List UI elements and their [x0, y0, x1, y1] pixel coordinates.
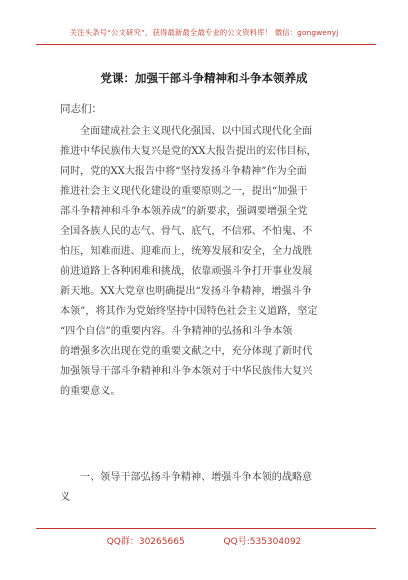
paragraph-line: 加强领导干部斗争精神和斗争本领对于中华民族伟大复兴	[60, 366, 313, 377]
body-paragraph	[60, 122, 360, 402]
footer-qq-group: QQ群：30265665	[106, 537, 185, 547]
greeting: 同志们：	[60, 103, 102, 115]
paragraph-line: 同时，党的XX大报告中将“坚持发扬斗争精神”作为全面	[60, 166, 307, 177]
paragraph-line: 推进社会主义现代化建设的重要原则之一，提出“加强干	[60, 186, 308, 197]
paragraph-line: 推进中华民族伟大复兴是党的XX大报告提出的宏伟目标，	[60, 146, 317, 157]
footer-qq-number: QQ号:535304092	[223, 537, 302, 547]
footer	[0, 534, 408, 547]
header-banner: 关注头条号“公文研究”，获得最新最全最专业的公文资料库！ 微信：gongwenyj	[69, 28, 339, 37]
document-title: 党课：加强干部斗争精神和斗争本领养成	[100, 71, 308, 85]
paragraph-line: 的增强多次出现在党的重要文献之中，充分体现了新时代	[60, 346, 313, 357]
paragraph-line: 新天地。XX大党章也明确提出“发扬斗争精神，增强斗争	[60, 286, 312, 297]
section-heading-line: 一、领导干部弘扬斗争精神、增强斗争本领的战略意	[80, 472, 313, 483]
section-heading-line: 义	[60, 492, 71, 503]
header-divider	[36, 44, 376, 45]
paragraph-line: 怕压，知难而进、迎难而上，统筹发展和安全，全力战胜	[60, 246, 313, 257]
paragraph-line: “四个自信”的重要内容。斗争精神的弘扬和斗争本领	[60, 326, 293, 337]
section-heading	[60, 468, 360, 508]
paragraph-line: 全面建成社会主义现代化强国、以中国式现代化全面	[80, 126, 313, 137]
paragraph-line: 全国各族人民的志气、骨气、底气，不信邪、不怕鬼、不	[60, 226, 313, 237]
paragraph-line: 前进道路上各种困难和挑战，依靠顽强斗争打开事业发展	[60, 266, 313, 277]
footer-divider	[36, 528, 376, 529]
paragraph-line: 本领”，将其作为党始终坚持中国特色社会主义道路，坚定	[60, 306, 318, 317]
paragraph-line: 部斗争精神和斗争本领养成”的新要求，强调要增强全党	[60, 206, 308, 217]
paragraph-line: 的重要意义。	[60, 386, 121, 397]
